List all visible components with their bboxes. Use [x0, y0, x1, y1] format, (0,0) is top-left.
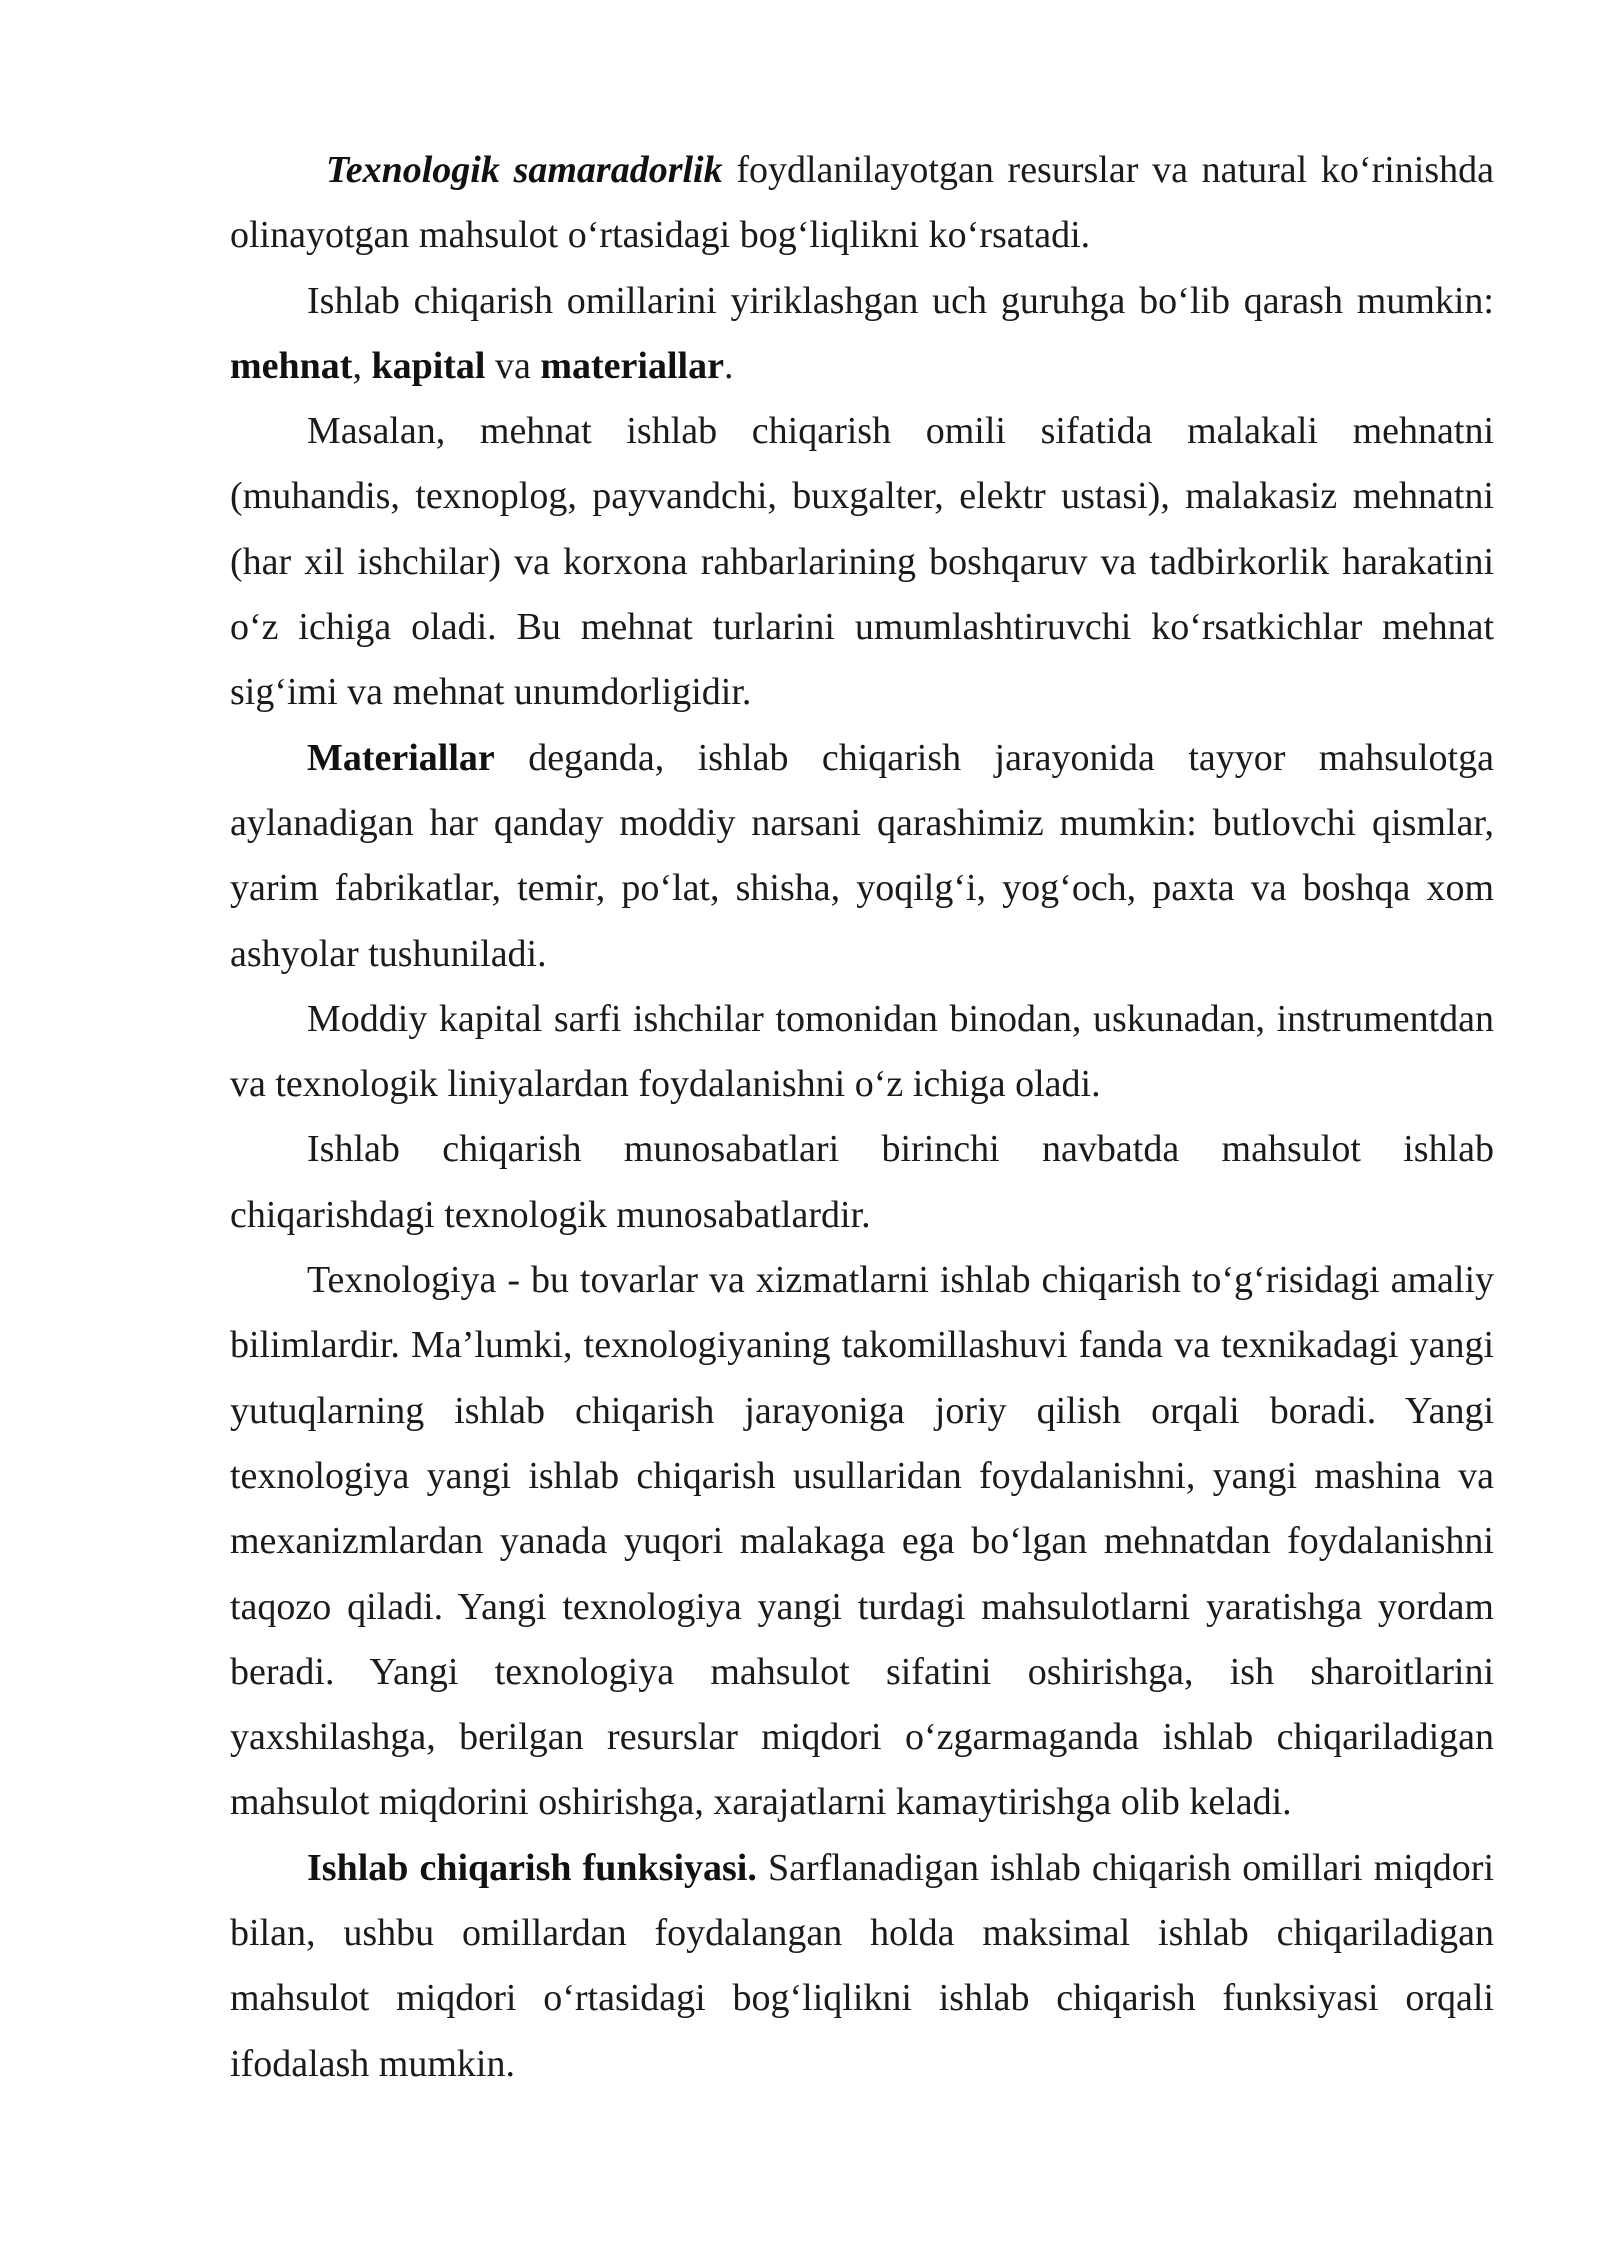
paragraph-text: deganda, ishlab chiqarish jarayonida tayyor mahsulotga aylanadigan har qanday moddiy narsani qarashimiz mumkin: butlovchi qismlar, yarim fabrikatlar, temir, po‘lat, shisha, yoqilg‘i, yog‘och, paxta va boshqa xom ashyolar tushuniladi.: [230, 736, 1494, 975]
paragraph-text: Masalan, mehnat ishlab chiqarish omili sifatida malakali mehnatni (muhandis, texnoplog, payvandchi, buxgalter, elektr ustasi), malakasiz mehnatni (har xil ishchilar) va korxona rahbarlarining boshqaruv va tadbirkorlik harakatini o‘z ichiga oladi. Bu mehnat turlarini umumlashtiruvchi ko‘rsatkichlar mehnat sig‘imi va mehnat unumdorligidir.: [230, 410, 1494, 714]
paragraph-text: Texnologiya - bu tovarlar va xizmatlarni ishlab chiqarish to‘g‘risidagi amaliy bilimlardir. Ma’lumki, texnologiyaning takomillashuvi fanda va texnikadagi yangi yutuqlarning ishlab chiqarish jarayoniga joriy qilish orqali boradi. Yangi texnologiya yangi ishlab chiqarish usullaridan foydalanishni, yangi mashina va mexanizmlardan yanada yuqori malakaga ega bo‘lgan mehnatdan foydalanishni taqozo qiladi. Yangi texnologiya yangi turdagi mahsulotlarni yaratishga yordam beradi. Yangi texnologiya mahsulot sifatini oshirishga, ish sharoitlarini yaxshilashga, berilgan resurslar miqdori o‘zgarmaganda ishlab chiqariladigan mahsulot miqdorini oshirishga, xarajatlarni kamaytirishga olib keladi.: [230, 1259, 1494, 1824]
term-labor: mehnat: [230, 344, 353, 387]
paragraph-production-relations: [230, 1117, 1494, 1248]
paragraph-technology: [230, 1248, 1494, 1836]
term-materials: materiallar: [540, 344, 724, 387]
paragraph-end: .: [723, 344, 734, 387]
paragraph-labor: [230, 399, 1494, 725]
term-materials-heading: Materiallar: [307, 736, 495, 779]
paragraph-materials: [230, 726, 1494, 987]
paragraph-text: foydlanilayotgan resurslar va natural ko‘rinishda olinayotgan mahsulot o‘rtasidagi bog‘liqlikni ko‘rsatadi.: [230, 149, 1494, 257]
paragraph-text: Ishlab chiqarish munosabatlari birinchi navbatda mahsulot ishlab chiqarishdagi texnologik munosabatlardir.: [230, 1128, 1494, 1236]
paragraph-production-function: [230, 1836, 1494, 2097]
term-technological-efficiency: Texnologik samaradorlik: [326, 149, 723, 191]
separator-text: ,: [352, 344, 372, 387]
separator-text: va: [485, 344, 541, 387]
term-capital: kapital: [371, 344, 486, 387]
paragraph-text: Moddiy kapital sarfi ishchilar tomonidan binodan, uskunadan, instrumentdan va texnologik liniyalardan foydalanishni o‘z ichiga oladi.: [230, 997, 1494, 1106]
paragraph-text: Sarflanadigan ishlab chiqarish omillari miqdori bilan, ushbu omillardan foydalangan holda maksimal ishlab chiqariladigan mahsulot miqdori o‘rtasidagi bog‘liqlikni ishlab chiqarish funksiyasi orqali ifodalash mumkin.: [230, 1846, 1495, 2085]
term-production-function: Ishlab chiqarish funksiyasi.: [307, 1846, 757, 1889]
paragraph-physical-capital: [230, 987, 1494, 1118]
document-page: [230, 138, 1494, 2097]
paragraph-text: Ishlab chiqarish omillarini yiriklashgan uch guruhga bo‘lib qarash mumkin:: [307, 279, 1494, 322]
paragraph-production-factors: [230, 269, 1494, 400]
paragraph-technological-efficiency: [230, 138, 1494, 269]
